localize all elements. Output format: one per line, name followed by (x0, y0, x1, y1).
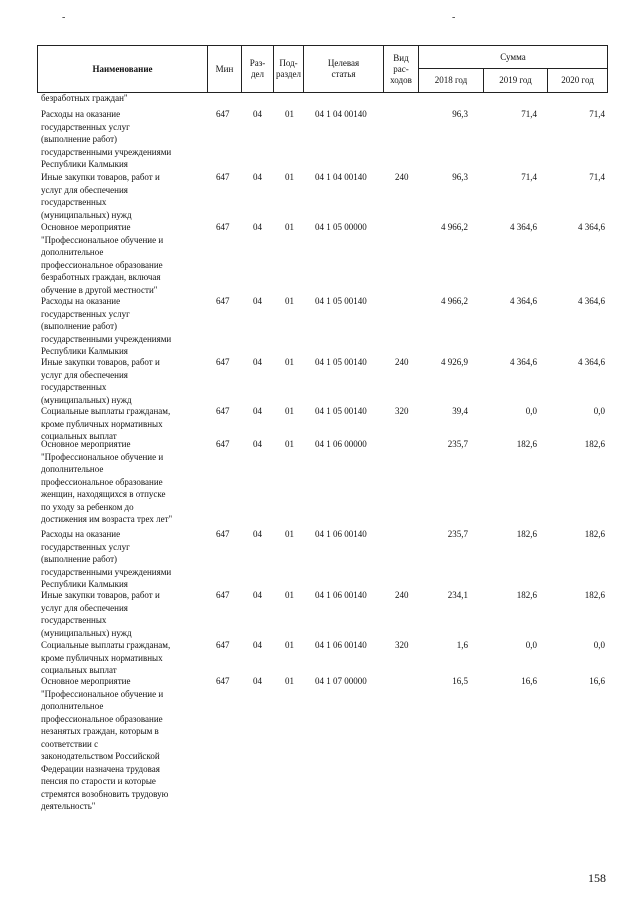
header-year-2020: 2020 год (548, 69, 608, 93)
header-sum: Сумма (419, 46, 608, 69)
row-razdel: 04 (253, 109, 262, 119)
row-min: 647 (216, 590, 230, 600)
row-2019: 0,0 (525, 640, 537, 650)
row-min: 647 (216, 439, 230, 449)
row-min: 647 (216, 529, 230, 539)
row-2018: 96,3 (452, 109, 468, 119)
header-razdel: Раз- дел (242, 46, 274, 93)
row-min: 647 (216, 406, 230, 416)
row-podrazdel: 01 (285, 676, 294, 686)
row-2018: 235,7 (447, 439, 468, 449)
row-2018: 4 926,9 (441, 357, 468, 367)
row-target: 04 1 05 00140 (315, 406, 367, 416)
row-podrazdel: 01 (285, 357, 294, 367)
row-razdel: 04 (253, 640, 262, 650)
row-name: Расходы на оказание государственных услуг (выполнение работ) государственными учреждениями Республики Калмыкия (41, 109, 172, 169)
row-target: 04 1 06 00140 (315, 529, 367, 539)
row-2019: 182,6 (516, 529, 537, 539)
row-min: 647 (216, 357, 230, 367)
row-target: 04 1 05 00140 (315, 296, 367, 306)
row-target: 04 1 05 00140 (315, 357, 367, 367)
row-2018: 4 966,2 (441, 222, 468, 232)
row-name: Основное мероприятие "Профессиональное обучение и дополнительное профессиональное образование незанятых граждан, которым в соответствии с законодательством Российской Федерации назначена трудовая пенсия по старости и которые стремятся возобновить трудовую деятельность" (41, 676, 169, 811)
row-2019: 16,6 (521, 676, 537, 686)
row-podrazdel: 01 (285, 590, 294, 600)
row-2019: 4 364,6 (510, 222, 537, 232)
row-min: 647 (216, 640, 230, 650)
row-razdel: 04 (253, 172, 262, 182)
row-name: Социальные выплаты гражданам, кроме публичных нормативных социальных выплат (41, 640, 171, 675)
row-name: Расходы на оказание государственных услуг (выполнение работ) государственными учреждениями Республики Калмыкия (41, 296, 172, 356)
top-right-mark: - (452, 12, 456, 23)
row-podrazdel: 01 (285, 640, 294, 650)
row-name: Основное мероприятие "Профессиональное обучение и дополнительное профессиональное образование женщин, находящихся в отпуске по уходу за ребенком до достижения им возраста трех лет" (41, 439, 173, 524)
row-2019: 4 364,6 (510, 296, 537, 306)
row-2018: 39,4 (452, 406, 468, 416)
row-2018: 16,5 (452, 676, 468, 686)
row-2018: 234,1 (447, 590, 468, 600)
row-2020: 71,4 (589, 109, 605, 119)
row-podrazdel: 01 (285, 406, 294, 416)
row-2018: 4 966,2 (441, 296, 468, 306)
row-podrazdel: 01 (285, 172, 294, 182)
row-2020: 4 364,6 (578, 222, 605, 232)
row-razdel: 04 (253, 439, 262, 449)
row-2020: 4 364,6 (578, 296, 605, 306)
row-name: Иные закупки товаров, работ и услуг для обеспечения государственных (муниципальных) нужд (41, 172, 160, 220)
header-min: Мин (208, 46, 242, 93)
row-vid: 320 (395, 640, 409, 650)
row-vid: 320 (395, 406, 409, 416)
row-2020: 4 364,6 (578, 357, 605, 367)
row-2020: 182,6 (584, 590, 605, 600)
top-left-mark: - (62, 12, 66, 23)
row-2018: 1,6 (456, 640, 468, 650)
row-podrazdel: 01 (285, 296, 294, 306)
row-2018: 96,3 (452, 172, 468, 182)
row-name: Расходы на оказание государственных услуг (выполнение работ) государственными учреждениями Республики Калмыкия (41, 529, 172, 589)
row-vid: 240 (395, 590, 409, 600)
row-podrazdel: 01 (285, 109, 294, 119)
row-2020: 16,6 (589, 676, 605, 686)
row-2020: 71,4 (589, 172, 605, 182)
row-min: 647 (216, 676, 230, 686)
row-target: 04 1 07 00000 (315, 676, 367, 686)
row-target: 04 1 05 00000 (315, 222, 367, 232)
row-min: 647 (216, 172, 230, 182)
row-razdel: 04 (253, 406, 262, 416)
header-year-2019: 2019 год (484, 69, 548, 93)
row-name: безработных граждан" (41, 93, 128, 103)
row-razdel: 04 (253, 590, 262, 600)
row-2019: 182,6 (516, 590, 537, 600)
row-podrazdel: 01 (285, 222, 294, 232)
row-razdel: 04 (253, 529, 262, 539)
row-2019: 0,0 (525, 406, 537, 416)
row-2020: 0,0 (593, 640, 605, 650)
header-target: Целевая статья (304, 46, 384, 93)
row-min: 647 (216, 109, 230, 119)
table-header (37, 45, 608, 93)
row-razdel: 04 (253, 296, 262, 306)
row-2020: 182,6 (584, 529, 605, 539)
row-name: Иные закупки товаров, работ и услуг для обеспечения государственных (муниципальных) нужд (41, 590, 160, 638)
row-2019: 71,4 (521, 172, 537, 182)
row-razdel: 04 (253, 222, 262, 232)
row-target: 04 1 04 00140 (315, 109, 367, 119)
row-target: 04 1 04 00140 (315, 172, 367, 182)
row-2019: 71,4 (521, 109, 537, 119)
row-2019: 4 364,6 (510, 357, 537, 367)
row-name: Социальные выплаты гражданам, кроме публичных нормативных социальных выплат (41, 406, 171, 441)
row-razdel: 04 (253, 357, 262, 367)
row-2019: 182,6 (516, 439, 537, 449)
header-podrazdel: Под- раздел (274, 46, 304, 93)
row-razdel: 04 (253, 676, 262, 686)
row-2020: 0,0 (593, 406, 605, 416)
header-vid: Вид рас- ходов (384, 46, 419, 93)
row-target: 04 1 06 00140 (315, 640, 367, 650)
row-target: 04 1 06 00000 (315, 439, 367, 449)
row-vid: 240 (395, 172, 409, 182)
header-name: Наименование (38, 46, 208, 93)
row-target: 04 1 06 00140 (315, 590, 367, 600)
row-min: 647 (216, 296, 230, 306)
row-2020: 182,6 (584, 439, 605, 449)
row-podrazdel: 01 (285, 439, 294, 449)
row-vid: 240 (395, 357, 409, 367)
page-number: 158 (588, 871, 606, 885)
row-podrazdel: 01 (285, 529, 294, 539)
header-year-2018: 2018 год (419, 69, 484, 93)
row-2018: 235,7 (447, 529, 468, 539)
row-name: Иные закупки товаров, работ и услуг для обеспечения государственных (муниципальных) нужд (41, 357, 160, 405)
row-min: 647 (216, 222, 230, 232)
row-name: Основное мероприятие "Профессиональное обучение и дополнительное профессиональное образование безработных граждан, включая обучение в другой местности" (41, 222, 164, 295)
